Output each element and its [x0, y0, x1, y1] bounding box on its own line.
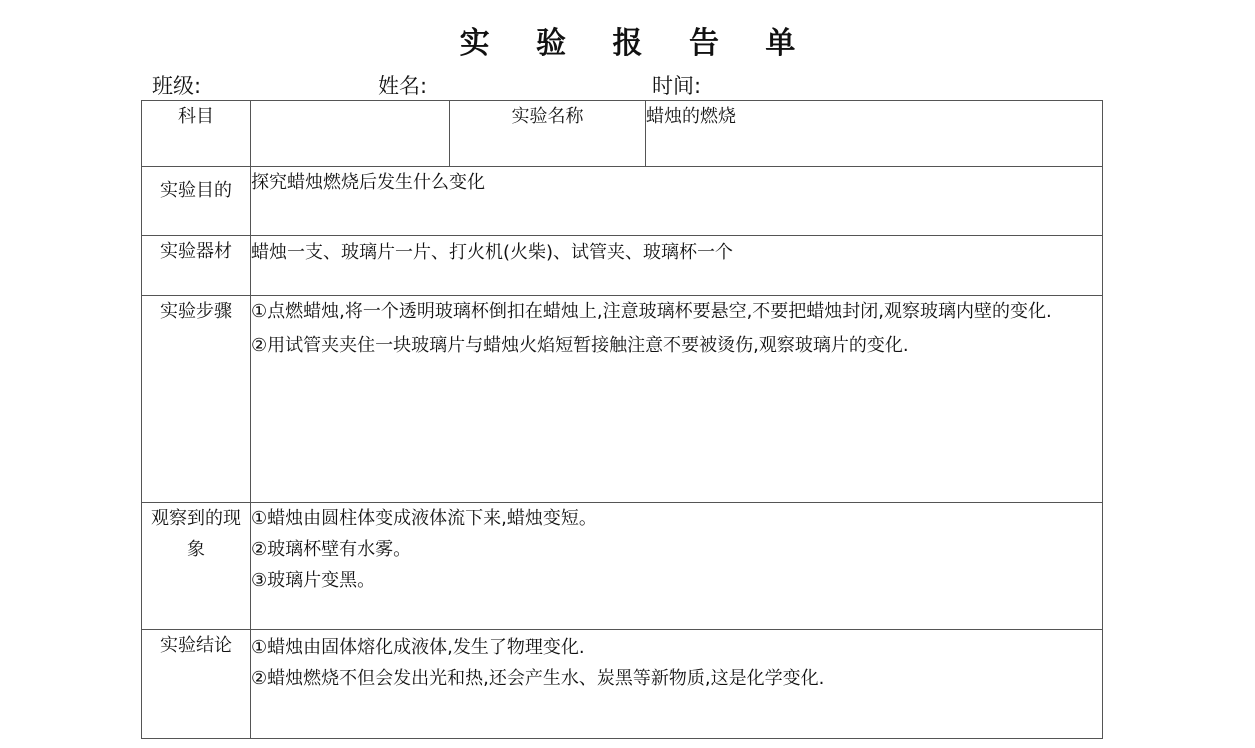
time-label: 时间: — [652, 74, 702, 98]
purpose-row — [142, 167, 1103, 236]
steps-row — [142, 296, 1103, 503]
experiment-name-value: 蜡烛的燃烧 — [646, 101, 1103, 167]
class-label: 班级: — [152, 74, 202, 98]
observations-value — [251, 503, 1103, 630]
observation-item: ①蜡烛由圆柱体变成液体流下来,蜡烛变短。 — [251, 508, 597, 529]
purpose-value: 探究蜡烛燃烧后发生什么变化 — [251, 167, 1103, 236]
conclusion-label: 实验结论 — [142, 630, 251, 739]
step-item: ①点燃蜡烛,将一个透明玻璃杯倒扣在蜡烛上,注意玻璃杯要悬空,不要把蜡烛封闭,观察玻璃内壁的变化. — [251, 301, 1052, 322]
subject-label: 科目 — [142, 101, 251, 167]
conclusion-row — [142, 630, 1103, 739]
observations-row — [142, 503, 1103, 630]
report-title: 实 验 报 告 单 — [459, 26, 814, 61]
purpose-label: 实验目的 — [142, 167, 251, 236]
equipment-row — [142, 236, 1103, 296]
experiment-name-label: 实验名称 — [450, 101, 646, 167]
experiment-report-table — [141, 100, 1103, 739]
observation-item: ③玻璃片变黑。 — [251, 570, 376, 591]
subject-value — [251, 101, 450, 167]
conclusion-value — [251, 630, 1103, 739]
equipment-value: 蜡烛一支、玻璃片一片、打火机(火柴)、试管夹、玻璃杯一个 — [251, 236, 1103, 296]
conclusion-item: ①蜡烛由固体熔化成液体,发生了物理变化. — [251, 637, 585, 658]
steps-value — [251, 296, 1103, 503]
observations-label: 观察到的现象 — [142, 503, 251, 630]
steps-label: 实验步骤 — [142, 296, 251, 503]
conclusion-item: ②蜡烛燃烧不但会发出光和热,还会产生水、炭黑等新物质,这是化学变化. — [251, 668, 825, 689]
step-item: ②用试管夹夹住一块玻璃片与蜡烛火焰短暂接触注意不要被烫伤,观察玻璃片的变化. — [251, 335, 909, 356]
equipment-label: 实验器材 — [142, 236, 251, 296]
observation-item: ②玻璃杯壁有水雾。 — [251, 539, 412, 560]
name-label: 姓名: — [378, 74, 428, 98]
subject-row — [142, 101, 1103, 167]
